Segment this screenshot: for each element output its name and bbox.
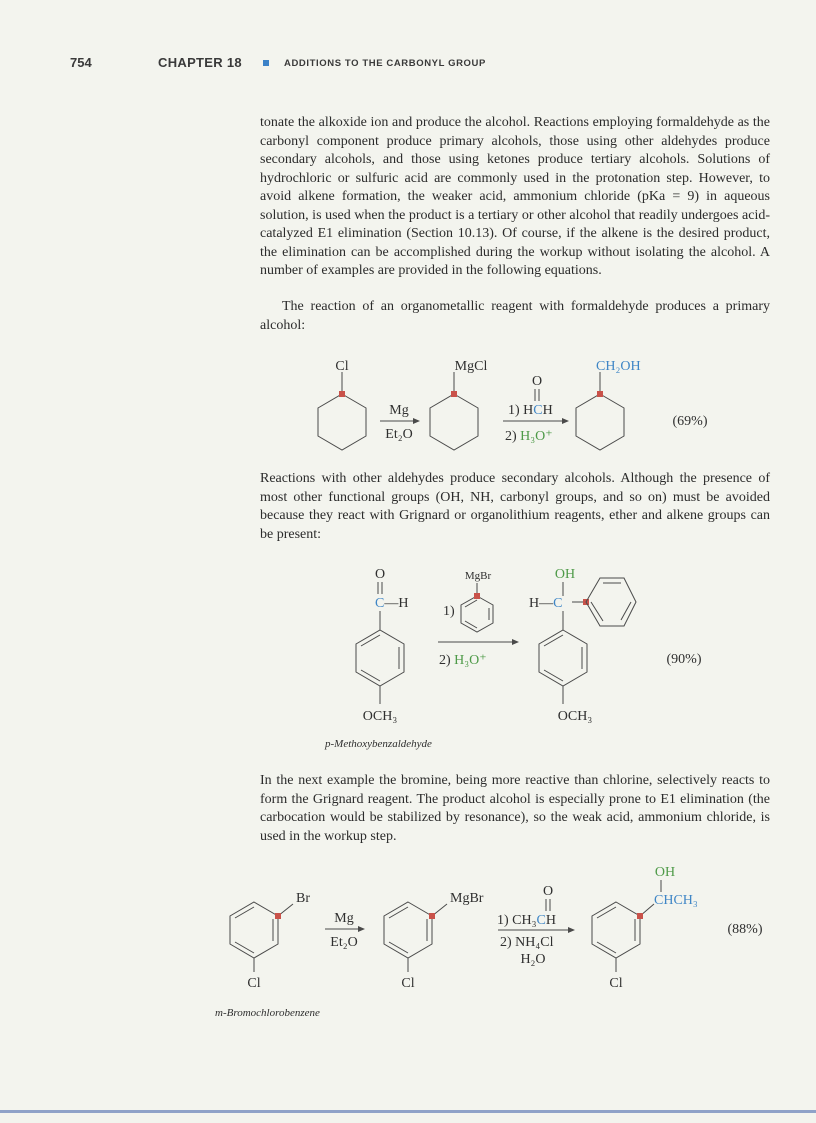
r1-product-sub: CH₂OH [596, 359, 641, 374]
r3-arrow-1 [325, 911, 364, 950]
r1-arrow-1 [380, 403, 419, 442]
svg-text:2) H₃O⁺ [505, 429, 553, 444]
p-methoxybenzaldehyde-structure [324, 567, 432, 750]
r2-aldehyde-c: C [375, 596, 385, 611]
r1-yield: (69%) [672, 414, 708, 429]
r2-arrow [438, 570, 518, 668]
svg-text:CH₂OH [596, 359, 641, 374]
r2-step2-acid: H₃O⁺ [454, 653, 487, 668]
r3-reactant-br: Br [296, 891, 310, 906]
r1-arrow-2 [503, 374, 568, 444]
r2-product-oh: OH [554, 567, 576, 582]
r1-step1-suffix: H [542, 403, 553, 418]
r1-reagent-top: Mg [389, 403, 409, 418]
r2-carbonyl-o: O [374, 567, 386, 582]
chlorocyclohexane-structure [318, 359, 366, 450]
r3-step3: H₂O [520, 952, 546, 967]
r3-reactant-name: m-Bromochlorobenzene [215, 1007, 320, 1019]
cyclohexylmagnesium-chloride-structure [430, 359, 487, 450]
r1-reactant-sub: Cl [335, 359, 349, 374]
r3-step2: 2) NH₄Cl [500, 935, 554, 950]
r3-reactant-cl: Cl [247, 976, 261, 991]
r3-intermediate-sub: MgBr [450, 891, 484, 906]
r1-step1-c: C [533, 403, 543, 418]
r1-carbonyl-o: O [531, 374, 543, 389]
r1-step2-prefix: 2) [505, 429, 521, 444]
reaction-1 [318, 359, 708, 450]
r1-intermediate-sub: MgCl [454, 359, 488, 374]
r1-step1-prefix: 1) H [508, 403, 534, 418]
r3-step1-prefix: 1) CH₃ [497, 913, 537, 928]
r3-arrow-2 [497, 884, 574, 967]
r2-reactant-sub: OCH₃ [362, 709, 398, 724]
r2-reactant-name: p-Methoxybenzaldehyde [325, 738, 432, 750]
m-chlorophenylethanol-structure [592, 865, 698, 991]
r3-product-oh: OH [654, 865, 676, 880]
chapter-label: CHAPTER 18 [158, 55, 242, 70]
secondary-alcohol-product-structure [529, 567, 636, 724]
paragraph-4: In the next example the bromine, being more reactive than chlorine, selectively reacts to form the Grignard reagent. The product alcohol is especially prone to E1 elimination (the carbocation would be stabilized by resonance), so the weak acid, ammonium chloride, is used in the workup step. [260, 773, 770, 844]
svg-text:C—H [375, 596, 408, 611]
page-number: 754 [70, 55, 92, 70]
r2-product-c: C [553, 596, 563, 611]
svg-text:2) H₃O⁺ [439, 653, 487, 668]
grignard-intermediate-structure [384, 891, 484, 991]
r3-intermediate-cl: Cl [401, 976, 415, 991]
r2-reagent-sub: MgBr [464, 570, 492, 582]
paragraph-3: Reactions with other aldehydes produce secondary alcohols. Although the presence of most other functional groups (OH, NH, carbonyl groups, and so on) must be avoided because they react with Grignard or organolithium reagents, ether and alkene groups can be present: [260, 471, 770, 542]
svg-text:CHCH₃ [654, 893, 698, 908]
r3-step1-c: C [536, 913, 546, 928]
svg-text:H—C [529, 596, 562, 611]
m-bromochlorobenzene-structure [215, 891, 320, 1019]
r2-product-sub: OCH₃ [557, 709, 593, 724]
r3-product-sub: CHCH₃ [654, 893, 698, 908]
r2-step1-label: 1) [443, 604, 455, 619]
reaction-3 [215, 865, 763, 1019]
reaction-2 [324, 567, 702, 750]
r3-solvent: Et₂O [330, 935, 358, 950]
r3-carbonyl-o: O [542, 884, 554, 899]
svg-text:1) HCH [508, 403, 553, 418]
paragraph-2: The reaction of an organometallic reagent with formaldehyde produces a primary alcohol: [260, 299, 770, 333]
chapter-subtitle: ADDITIONS TO THE CARBONYL GROUP [284, 58, 486, 69]
svg-text:1) CH₃CH [497, 913, 556, 928]
r3-reagent-top: Mg [334, 911, 354, 926]
r2-yield: (90%) [666, 652, 702, 667]
r2-product-h: H— [529, 596, 554, 611]
svg-text:OH [655, 865, 675, 880]
r3-yield: (88%) [727, 922, 763, 937]
r3-product-cl: Cl [609, 976, 623, 991]
r3-step1-suffix: H [545, 913, 556, 928]
paragraph-1: tonate the alkoxide ion and produce the alcohol. Reactions employing formaldehyde as the carbonyl component produce primary alcohols, those using other aldehydes produce secondary alcohols, and those using ketones produce tertiary alcohols. Solutions of hydrochloric or sulfuric acid are commonly used in the protonation step. However, to avoid alkene formation, the weaker acid, ammonium chloride (pKa = 9) in aqueous solution, is used when the product is a tertiary or other alcohol that readily undergoes acid-catalyzed E1 elimination (Section 10.13). Of course, if the alkene is the desired product, the elimination can be accomplished during the workup without isolating the alcohol. A number of examples are provided in the following equations. [260, 115, 770, 278]
svg-text:OH [555, 567, 575, 582]
r2-aldehyde-h: —H [384, 596, 409, 611]
r1-solvent: Et₂O [385, 427, 413, 442]
r1-step2-acid: H₃O⁺ [520, 429, 553, 444]
r2-step2-prefix: 2) [439, 653, 455, 668]
bottom-rule [0, 1110, 816, 1113]
cyclohexylmethanol-structure [576, 359, 641, 450]
